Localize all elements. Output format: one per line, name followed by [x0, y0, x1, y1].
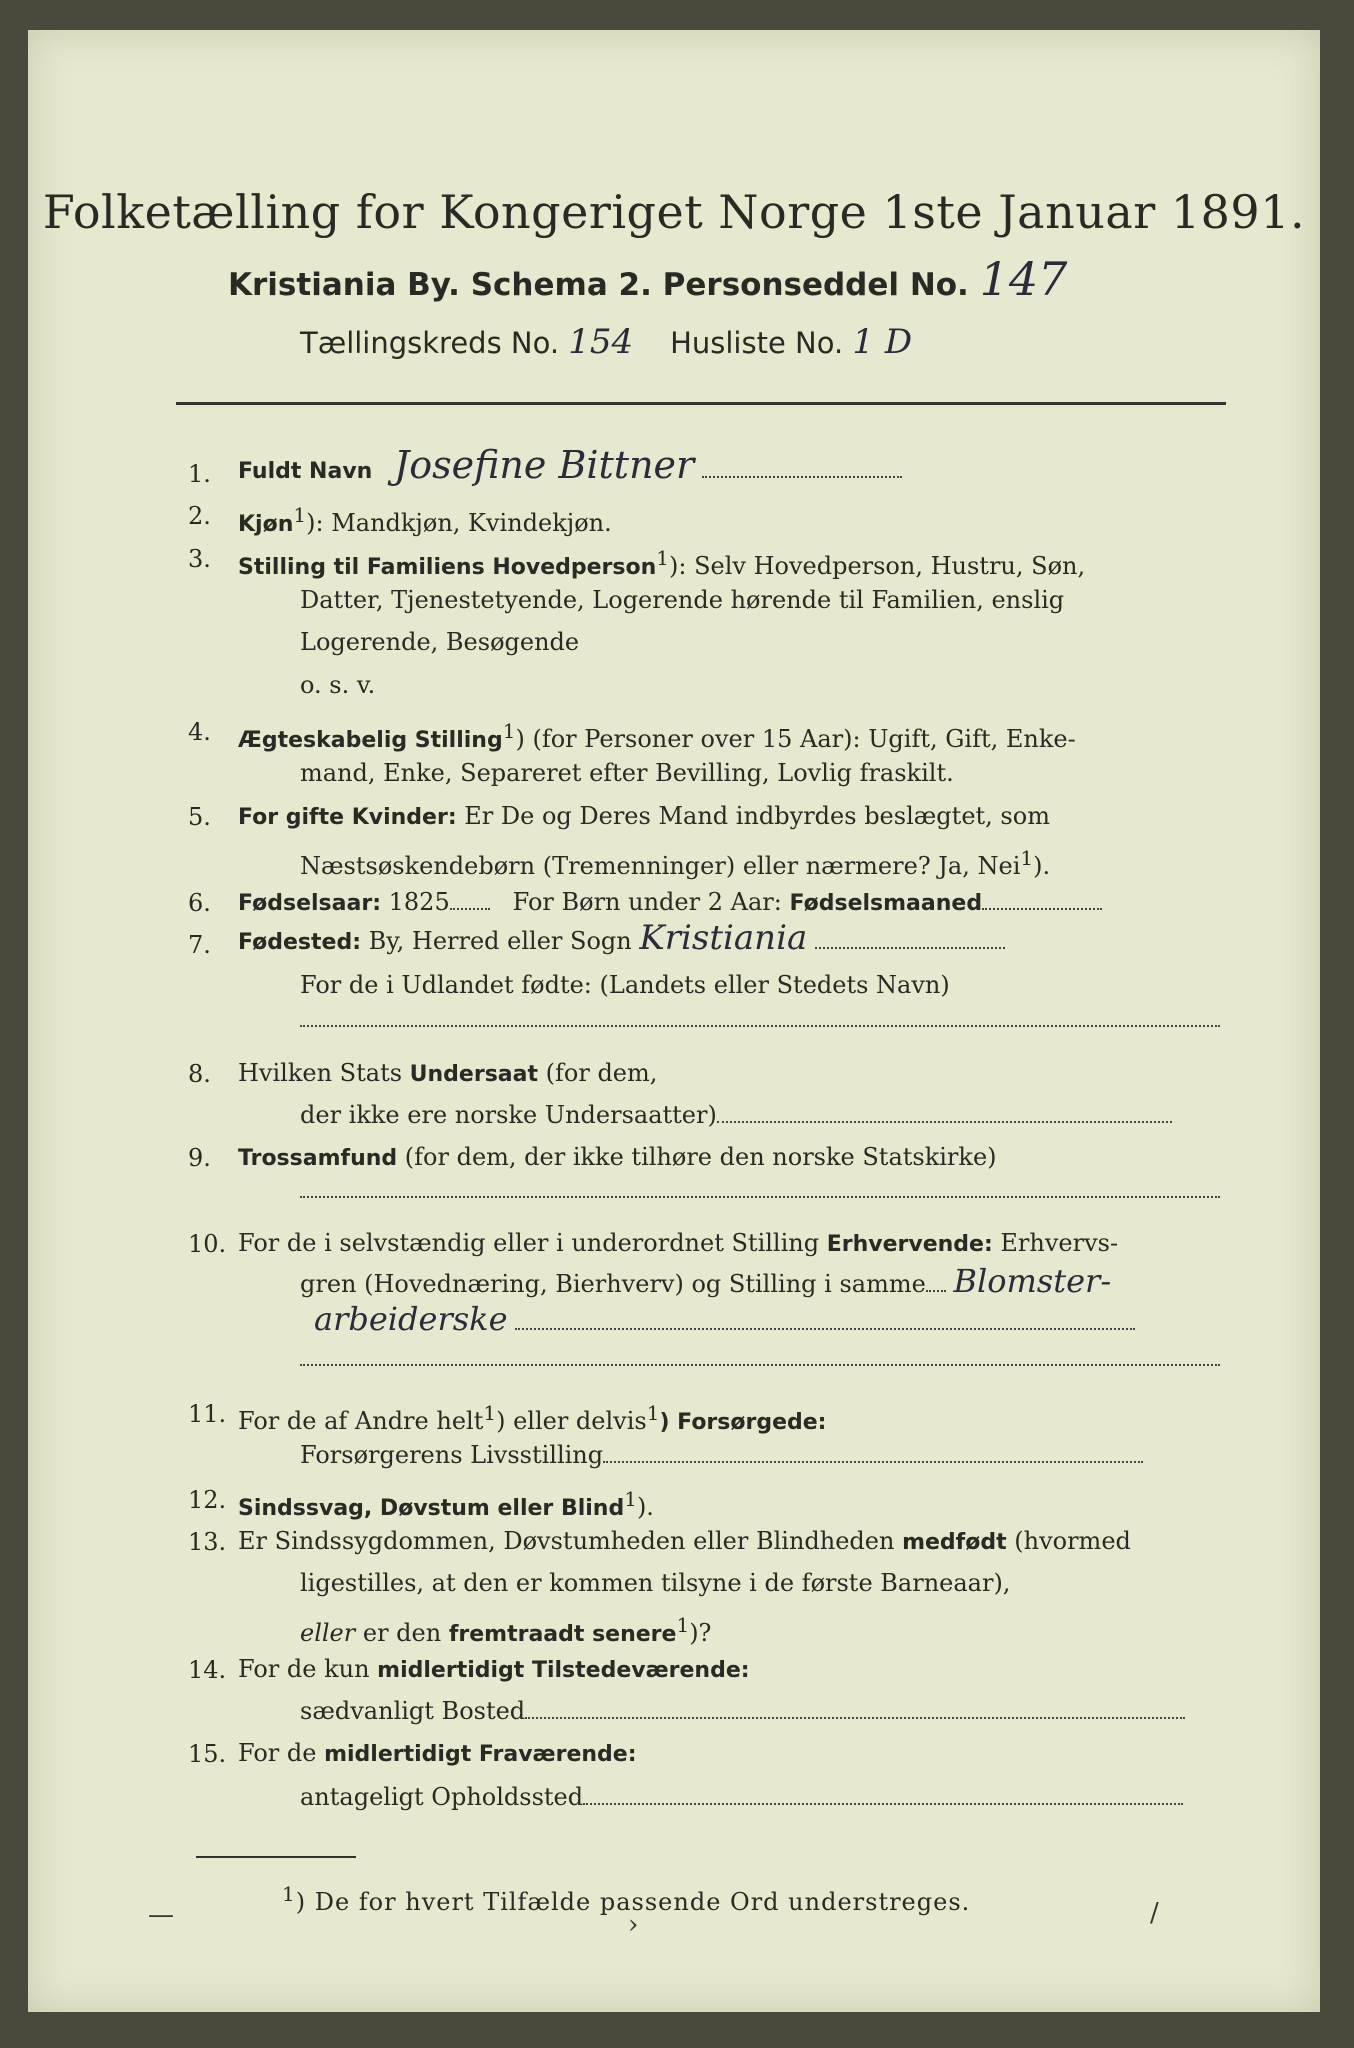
form-subtitle — [228, 252, 1067, 306]
item-text: Er De og Deres Mand indbyrdes beslægtet, som — [456, 802, 1050, 830]
item-text: mand, Enke, Separeret efter Bevilling, Lovlig fraskilt. — [300, 759, 954, 787]
item-text: eller er den fremtraadt senere$^1$)? — [300, 1613, 712, 1647]
item-text: (for dem, der ikke tilhøre den norske Statskirke) — [397, 1143, 997, 1171]
item-label: For gifte Kvinder: — [238, 805, 457, 830]
husliste-number: 1 D — [852, 322, 913, 362]
item-text: By, Herred eller Sogn — [361, 927, 632, 955]
kreds-label: Tællingskreds No. — [300, 326, 560, 360]
item-text: For de — [238, 1739, 325, 1767]
item-text: Logerende, Besøgende — [300, 628, 580, 656]
kreds-line — [300, 322, 912, 362]
item-number: 10. — [188, 1230, 227, 1258]
subtitle-prefix: Kristiania By. Schema 2. Personseddel No. — [228, 267, 969, 303]
item-label: midlertidigt Tilstedeværende: — [377, 1658, 750, 1683]
handwritten-occupation-cont: arbeiderske — [314, 1300, 508, 1338]
birth-year-value: 1825 — [381, 888, 450, 916]
item-text: gren (Hovednæring, Bierhverv) og Stilling i samme Blomster- — [300, 1262, 1112, 1300]
blank-line — [300, 1025, 1220, 1027]
personseddel-number: 147 — [979, 252, 1068, 306]
item-marital: Ægteskabelig Stilling$^1$) (for Personer over 15 Aar): Ugift, Gift, Enke- — [238, 719, 1076, 753]
item-text: For de af Andre helt — [238, 1407, 484, 1435]
footnote: $^1$) De for hvert Tilfælde passende Ord understreges. — [282, 1882, 971, 1916]
pen-mark: — — [148, 1900, 174, 1930]
item-supported: For de af Andre helt$^1$) eller delvis$^1$) Forsørgede: — [238, 1401, 827, 1435]
item-text: For Børn under 2 Aar: — [512, 888, 782, 916]
item-disability: Sindssvag, Døvstum eller Blind$^1$). — [238, 1487, 654, 1521]
item-label: Fødested: — [238, 930, 361, 955]
item-text: For de i Udlandet fødte: (Landets eller Stedets Navn) — [300, 971, 950, 999]
item-text — [314, 1300, 1135, 1338]
footnote-rule — [196, 1856, 356, 1858]
item-text: Forsørgerens Livsstilling — [300, 1440, 1143, 1470]
item-text: For de kun — [238, 1655, 378, 1683]
item-label: Erhvervende: — [826, 1232, 993, 1257]
item-gender: Kjøn$^1$): Mandkjøn, Kvindekjøn. — [238, 503, 612, 537]
item-label: medfødt — [902, 1530, 1007, 1555]
header-rule — [176, 402, 1226, 405]
item-label: Fødselsmaaned — [789, 891, 983, 916]
item-text: Hvilken Stats — [238, 1059, 410, 1087]
item-label: Ægteskabelig Stilling — [238, 728, 503, 753]
item-number: 7. — [188, 931, 211, 959]
blank-line — [300, 1364, 1220, 1366]
item-number: 12. — [188, 1486, 227, 1514]
handwritten-occupation: Blomster- — [953, 1262, 1112, 1300]
item-number: 9. — [188, 1144, 211, 1172]
item-number: 6. — [188, 889, 211, 917]
item-label: Undersaat — [409, 1062, 539, 1087]
item-number: 2. — [188, 502, 211, 530]
handwritten-birthplace: Kristiania — [639, 918, 808, 958]
item-text: Er Sindssygdommen, Døvstumheden eller Blindheden — [238, 1527, 903, 1555]
item-text: o. s. v. — [300, 671, 376, 699]
item-birthplace — [238, 918, 1005, 958]
item-label: Trossamfund — [238, 1146, 398, 1171]
item-temporary-absent — [238, 1738, 637, 1770]
item-text: antageligt Opholdssted — [300, 1782, 1183, 1812]
item-birth-year — [238, 887, 1102, 919]
item-label: Sindssvag, Døvstum eller Blind — [238, 1496, 625, 1521]
item-number: 1. — [188, 460, 211, 488]
item-number: 4. — [188, 718, 211, 746]
item-number: 13. — [188, 1528, 227, 1556]
item-label: Stilling til Familiens Hovedperson — [238, 555, 657, 580]
item-label: ) Forsørgede: — [659, 1410, 827, 1435]
item-position: Stilling til Familiens Hovedperson$^1$): Selv Hovedperson, Hustru, Søn, — [238, 546, 1086, 580]
item-text: ). — [636, 1493, 654, 1521]
item-label: midlertidigt Fraværende: — [324, 1742, 637, 1767]
item-text: ligestilles, at den er kommen tilsyne i de første Barneaar), — [300, 1569, 1011, 1597]
item-text: (for dem, — [538, 1059, 658, 1087]
item-religion — [238, 1142, 997, 1174]
item-congenital — [238, 1526, 1131, 1558]
item-occupation — [238, 1228, 1118, 1260]
item-text: Erhvervs- — [992, 1229, 1119, 1257]
kreds-number: 154 — [568, 322, 634, 362]
item-text: ) eller delvis — [496, 1407, 647, 1435]
census-form-sheet — [28, 30, 1320, 2012]
handwritten-name: Josefine Bittner — [393, 443, 695, 487]
item-number: 8. — [188, 1060, 211, 1088]
item-text: ): Selv Hovedperson, Hustru, Søn, — [668, 552, 1086, 580]
item-text: (hvormed — [1006, 1527, 1131, 1555]
item-citizenship — [238, 1058, 657, 1090]
item-number: 14. — [188, 1656, 227, 1684]
pen-mark: › — [628, 1910, 639, 1940]
item-full-name — [238, 443, 902, 487]
item-temporary-present — [238, 1654, 750, 1686]
item-text: der ikke ere norske Undersaatter) — [300, 1100, 1172, 1130]
item-text: sædvanligt Bosted — [300, 1696, 1185, 1726]
item-number: 3. — [188, 545, 211, 573]
blank-line — [300, 1196, 1220, 1198]
item-married-women — [238, 801, 1050, 833]
item-label: Kjøn — [238, 512, 294, 537]
item-number: 15. — [188, 1740, 227, 1768]
husliste-label: Husliste No. — [670, 326, 844, 360]
item-text: ): Mandkjøn, Kvindekjøn. — [306, 509, 612, 537]
item-text: Næstsøskendebørn (Tremenninger) eller nærmere? Ja, Nei$^1$). — [300, 846, 1051, 880]
item-label: Fødselsaar: — [238, 891, 381, 916]
pen-mark: / — [1150, 1898, 1159, 1928]
item-label: Fuldt Navn — [238, 459, 373, 484]
item-text: ) (for Personer over 15 Aar): Ugift, Gift, Enke- — [515, 725, 1076, 753]
form-title: Folketælling for Kongeriget Norge 1ste Januar 1891. — [42, 185, 1306, 239]
item-number: 11. — [188, 1400, 227, 1428]
item-text: For de i selvstændig eller i underordnet Stilling — [238, 1229, 827, 1257]
item-number: 5. — [188, 803, 211, 831]
item-text: Datter, Tjenestetyende, Logerende hørende til Familien, enslig — [300, 586, 1065, 614]
